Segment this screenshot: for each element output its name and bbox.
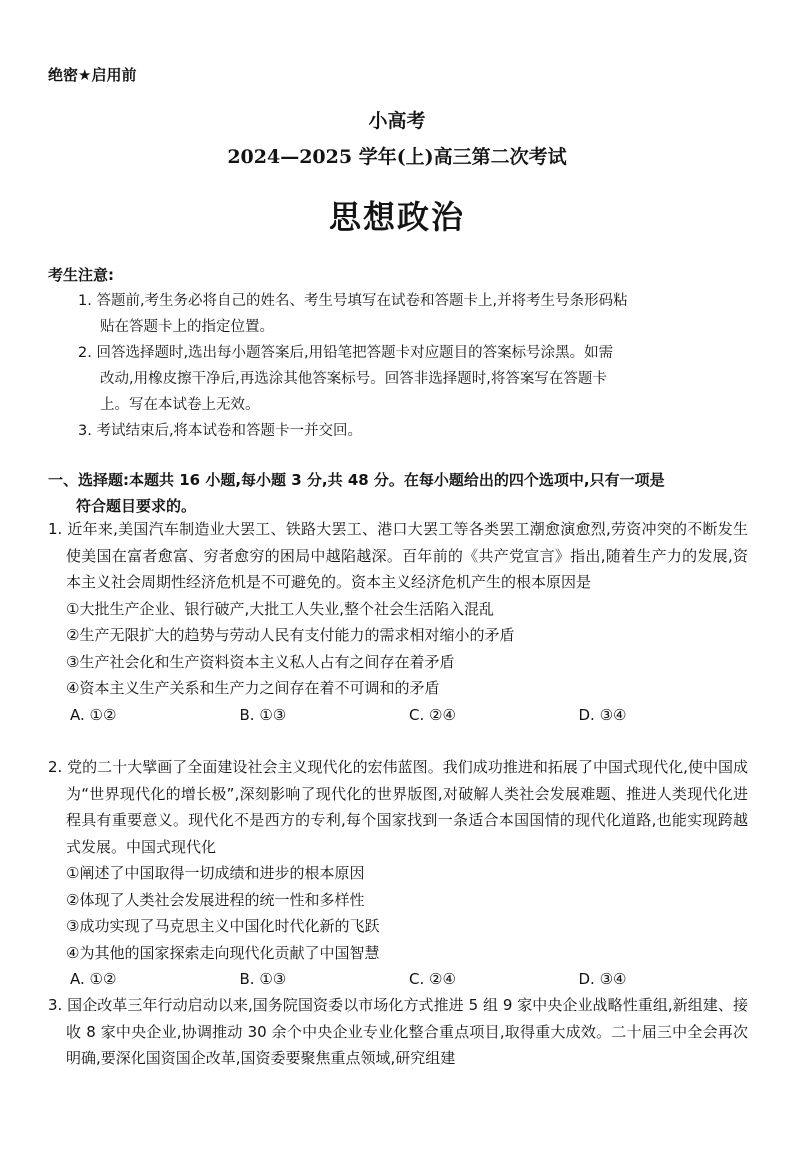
question-2-option-2: ②体现了人类社会发展进程的统一性和多样性 [66,890,365,909]
notice-item-2-line2: 改动,用橡皮擦干净后,再选涂其他答案标号。回答非选择题时,将答案写在答题卡 [100,371,607,387]
question-2-choices [48,966,748,993]
question-1-choice-b[interactable]: B. ①③ [239,705,287,724]
question-3-stem: 3. 国企改革三年行动启动以来,国务院国资委以市场化方式推进 5 组 9 家中央企业战略性重组,新组建、接收 8 家中央企业,协调推动 30 余个中央企业专业化整合重点项目,取得重大成效。二十届三中全会再次明确,要深化国资国企改革,国资委要聚焦重点领域,研究组建 [48,996,748,1067]
question-3 [48,992,748,1072]
exam-title: 2024—2025 学年(上)高三第二次考试 [227,146,567,168]
question-2-stem: 2. 党的二十大擘画了全面建设社会主义现代化的宏伟蓝图。我们成功推进和拓展了中国式现代化,使中国成为“世界现代化的增长极”,深刻影响了现代化的世界版图,对破解人类社会发展难题、推进人类现代化进程具有重要意义。现代化不是西方的专利,每个国家找到一条适合本国国情的现代化道路,也能实现跨越式发展。中国式现代化 [48,758,748,856]
question-2-choice-a[interactable]: A. ①② [70,970,117,988]
notice-item-2 [78,340,738,418]
question-1-option-4: ④资本主义生产关系和生产力之间存在着不可调和的矛盾 [66,679,440,697]
question-1-choices [48,702,748,729]
section-heading-line1: 一、选择题:本题共 16 小题,每小题 3 分,共 48 分。在每小题给出的四个选项中,只有一项是 [48,471,665,489]
question-1-option-1: ①大批生产企业、银行破产,大批工人失业,整个社会生活陷入混乱 [66,599,494,618]
secret-mark: 绝密★启用前 [48,66,137,84]
question-1-stem: 1. 近年来,美国汽车制造业大罢工、铁路大罢工、港口大罢工等各类罢工潮愈演愈烈,劳资冲突的不断发生使美国在富者愈富、穷者愈穷的困局中越陷越深。百年前的《共产党宣言》指出,随着生产力的发展,资本主义社会周期性经济危机是不可避免的。资本主义经济危机产生的根本原因是 [48,520,748,591]
notice-item-1 [78,288,738,340]
section-heading-line2: 符合题目要求的。 [76,497,197,515]
notice-heading: 考生注意: [48,266,114,284]
section-heading [48,467,748,519]
notice-item-2-line1: 2. 回答选择题时,选出每小题答案后,用铅笔把答题卡对应题目的答案标号涂黑。如需 [78,345,614,361]
question-1 [48,516,748,728]
notice-item-1-line1: 1. 答题前,考生务必将自己的姓名、考生号填写在试卷和答题卡上,并将考生号条形码粘 [78,293,628,309]
subject-title: 思想政治 [328,198,465,236]
notice-item-3 [78,418,738,444]
question-2-option-4: ④为其他的国家探索走向现代化贡献了中国智慧 [66,943,380,962]
question-2-choice-b[interactable]: B. ①③ [239,970,287,988]
question-1-choice-a[interactable]: A. ①② [70,705,117,724]
question-1-option-2: ②生产无限扩大的趋势与劳动人民有支付能力的需求相对缩小的矛盾 [66,626,515,644]
question-1-option-3: ③生产社会化和生产资料资本主义私人占有之间存在着矛盾 [66,652,455,671]
question-1-choice-c[interactable]: C. ②④ [409,705,456,724]
notice-item-1-line2: 贴在答题卡上的指定位置。 [100,319,274,335]
question-2-option-3: ③成功实现了马克思主义中国化时代化新的飞跃 [66,917,380,935]
question-2-choice-c[interactable]: C. ②④ [409,970,456,988]
question-1-choice-d[interactable]: D. ③④ [578,705,627,724]
exam-org: 小高考 [368,110,426,132]
question-2 [48,754,748,993]
notice-item-3-line1: 3. 考试结束后,将本试卷和答题卡一并交回。 [78,423,363,439]
question-2-choice-d[interactable]: D. ③④ [578,970,627,988]
notice-item-2-line3: 上。写在本试卷上无效。 [100,397,260,413]
question-2-option-1: ①阐述了中国取得一切成绩和进步的根本原因 [66,864,365,882]
